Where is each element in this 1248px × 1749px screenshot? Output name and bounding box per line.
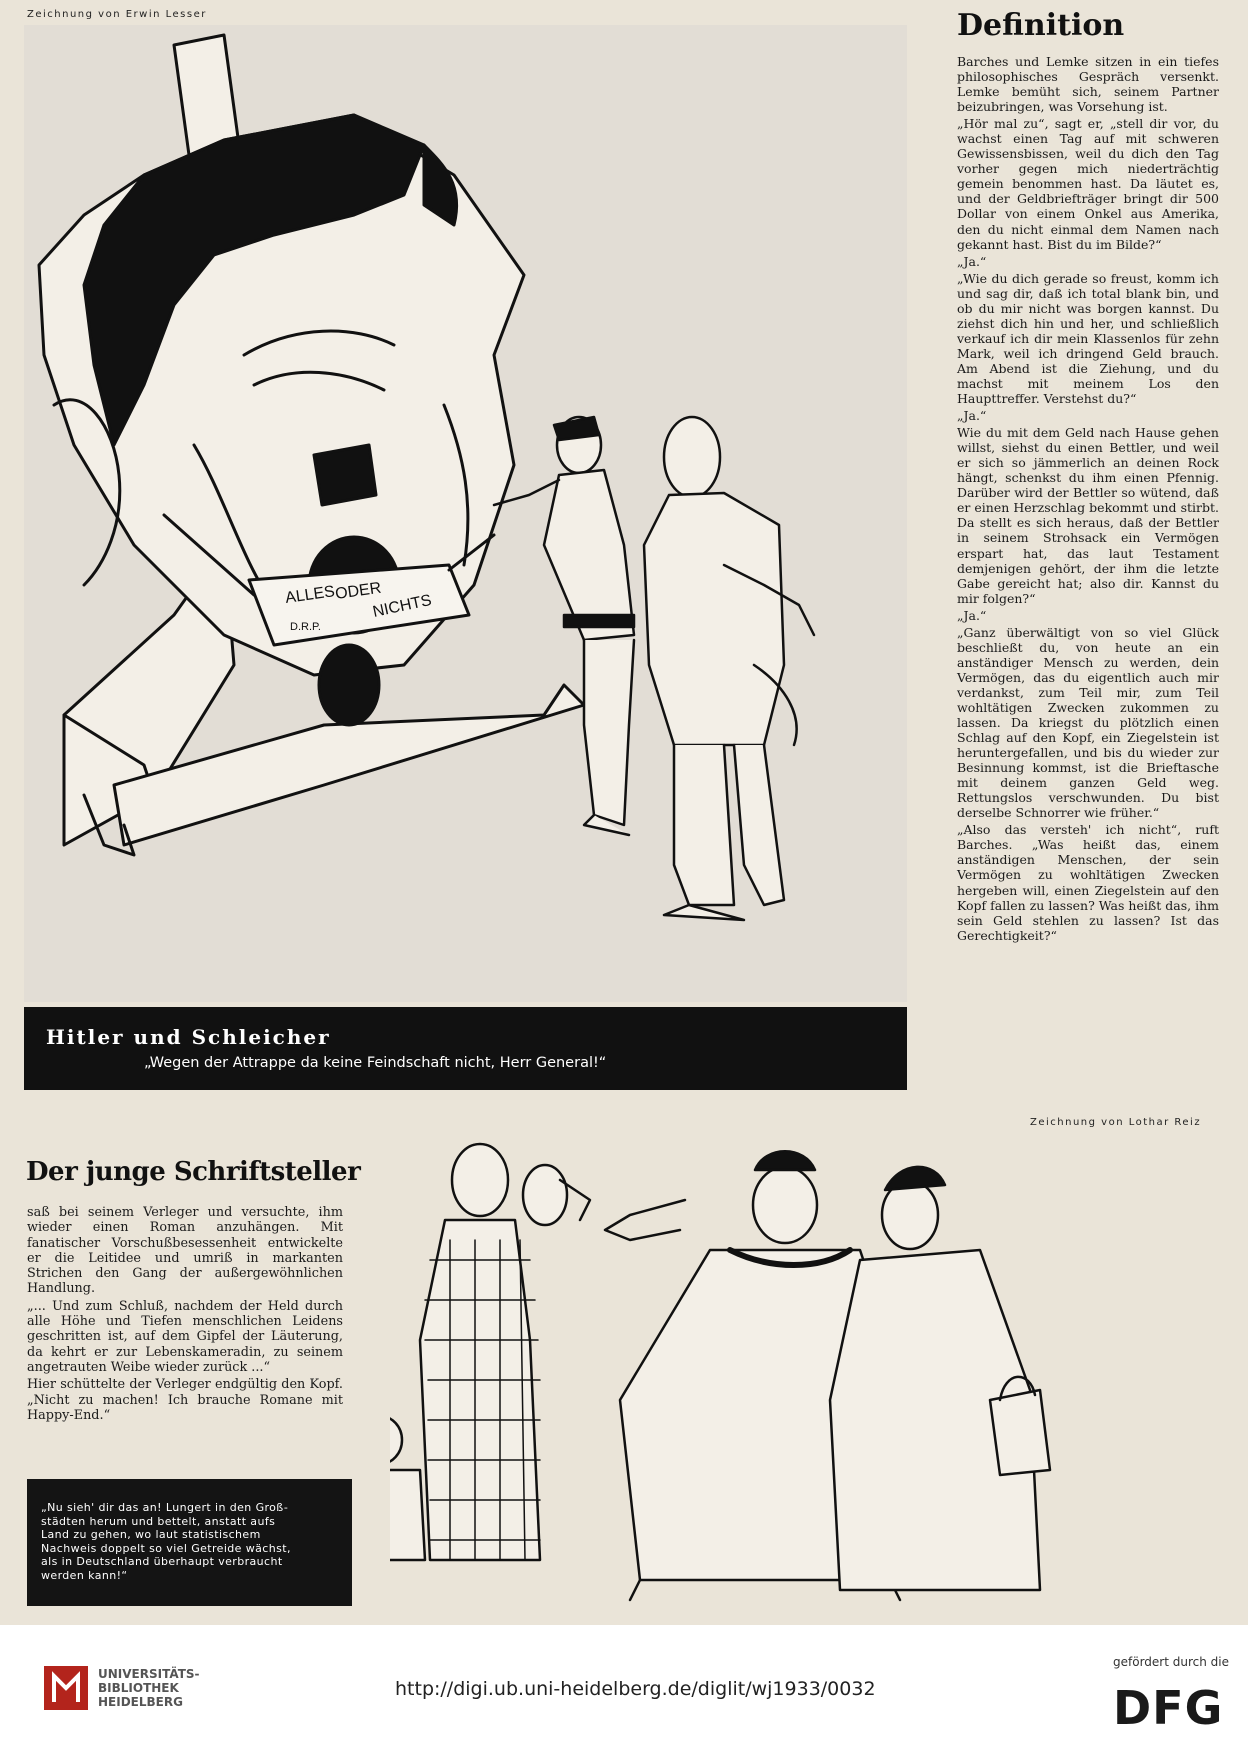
caption-subtitle: „Wegen der Attrappe da keine Feindschaft nicht, Herr General!“ [144, 1055, 607, 1071]
university-library-name [98, 1667, 200, 1709]
quote-line: Nachweis doppelt so viel Getreide wächst, [41, 1541, 291, 1555]
definition-story [957, 54, 1219, 945]
document-url-link[interactable]: http://digi.ub.uni-heidelberg.de/diglit/wj1933/0032 [395, 1678, 876, 1700]
schriftsteller-story [27, 1205, 343, 1425]
definition-paragraph: „Also das versteh' ich nicht“, ruft Barches. „Was heißt das, einem anständigen Menschen, der sein Vermögen zu wohltätigen Zwecken hergeben will, einen Ziegelstein auf den Kopf fallen zu lassen? Was heißt das, ihm sein Geld stehlen zu lassen? Ist das Gerechtigkeit?“ [957, 822, 1219, 943]
logo-line: HEIDELBERG [98, 1695, 183, 1709]
sign-text-drp: D.R.P. [290, 621, 321, 633]
university-library-logo-icon [42, 1664, 90, 1712]
schriftsteller-paragraph: „... Und zum Schluß, nachdem der Held durch alle Höhe und Tiefen menschlichen Leidens geschritten ist, auf dem Gipfel der Läuterung, da kehrt er zur Lebenskameradin, zu seinem angetrauten Weibe wieder zurück ...“ [27, 1298, 343, 1375]
definition-paragraph: „Ja.“ [957, 253, 987, 269]
hitler-schleicher-cartoon [24, 25, 907, 1002]
quote-line: „Nu sieh' dir das an! Lungert in den Groß- [41, 1501, 289, 1514]
quote-line: als in Deutschland überhaupt verbraucht [41, 1555, 283, 1569]
beggar-family-cartoon [390, 1140, 1228, 1606]
schriftsteller-paragraph: saß bei seinem Verleger und versuchte, ihm wieder einen Roman anzuhängen. Mit fanatischer Vorschußbesessenheit entwickelte er die Leitidee und umriß in markanten Strichen den Gang der außergewöhnlichen Handlung. [27, 1205, 343, 1297]
quote-line: städten herum und bettelt, anstatt aufs [41, 1514, 276, 1528]
caption-title: Hitler und Schleicher [46, 1025, 331, 1049]
definition-paragraph: „Ja.“ [957, 607, 987, 623]
digitization-footer [0, 1625, 1248, 1749]
cartoon-quote-box [27, 1479, 352, 1606]
sign-text-alles: ALLES [284, 583, 336, 607]
quote-line: Land zu gehen, wo laut statistischem [41, 1528, 261, 1542]
definition-title: Definition [957, 8, 1125, 43]
definition-paragraph: Wie du mit dem Geld nach Hause gehen willst, siehst du einen Bettler, und weil er sich so jämmerlich an deinen Rock hängt, schenkst du ihm einen Pfennig. Darüber wird der Bettler so wütend, daß er einen Herzschlag bekommt und stirbt. Da stellt es sich heraus, daß der Bettler in seinem Strohsack ein Vermögen erspart hat, das laut Testament demjenigen gehört, der ihm die letzte Gabe gereicht hat; also dir. Kannst du mir folgen?“ [957, 425, 1219, 606]
logo-line: BIBLIOTHEK [98, 1681, 179, 1695]
bottom-cartoon-credit: Zeichnung von Lothar Reiz [1030, 1117, 1202, 1128]
quote-line: werden kann!“ [41, 1568, 128, 1582]
cartoon-drawing [24, 25, 907, 1002]
cartoon-caption [24, 1007, 907, 1090]
dfg-logo: DFG [1113, 1681, 1224, 1735]
logo-line: UNIVERSITÄTS- [98, 1667, 200, 1681]
cartoon-drawing-2 [390, 1140, 1228, 1606]
definition-paragraph: „Ganz überwältigt von so viel Glück beschließt du, von heute an ein anständiger Mensch zu werden, dein Vermögen, das du eigentlich auch mir verdankst, zum Teil mir, zum Teil wohltätigen Zwecken zukommen zu lassen. Da kriegst du plötzlich einen Schlag auf den Kopf, ein Ziegelstein ist heruntergefallen, und bis du wieder zur Besinnung kommst, ist die Brieftasche mit deinem ganzen Geld weg. Rettungslos verschwunden. Du bist derselbe Schnorrer wie früher.“ [957, 624, 1219, 821]
top-cartoon-credit: Zeichnung von Erwin Lesser [27, 9, 207, 20]
sign-text-oder: ODER [334, 579, 383, 603]
funded-by-label: gefördert durch die [1113, 1655, 1229, 1669]
schriftsteller-paragraph: Hier schüttelte der Verleger endgültig den Kopf. „Nicht zu machen! Ich brauche Romane mit Happy-End.“ [27, 1377, 343, 1423]
definition-paragraph: „Wie du dich gerade so freust, komm ich und sag dir, daß ich total blank bin, und ob du mir nicht was borgen kannst. Du ziehst dich hin und her, und schließlich verkauf ich dir mein Klassenlos für zehn Mark, weil ich dringend Geld brauch. Am Abend ist die Ziehung, und du machst mit meinem Los den Haupttreffer. Verstehst du?“ [957, 270, 1219, 407]
sign-text-nichts: NICHTS [371, 591, 434, 621]
definition-paragraph: Barches und Lemke sitzen in ein tiefes philosophisches Gespräch versenkt. Lemke bemüht sich, seinem Partner beizubringen, was Vorsehung ist. [957, 54, 1219, 115]
schriftsteller-title: Der junge Schriftsteller [26, 1157, 361, 1187]
definition-paragraph: „Hör mal zu“, sagt er, „stell dir vor, du wachst einen Tag auf mit schweren Gewissensbissen, weil du dich den Tag vorher gegen mich niederträchtig gemein benommen hast. Da läutet es, und der Geldbriefträger bringt dir 500 Dollar von einem Onkel aus Amerika, den du nicht einmal dem Namen nach gekannt hast. Bist du im Bilde?“ [957, 116, 1219, 252]
definition-paragraph: „Ja.“ [957, 408, 987, 424]
